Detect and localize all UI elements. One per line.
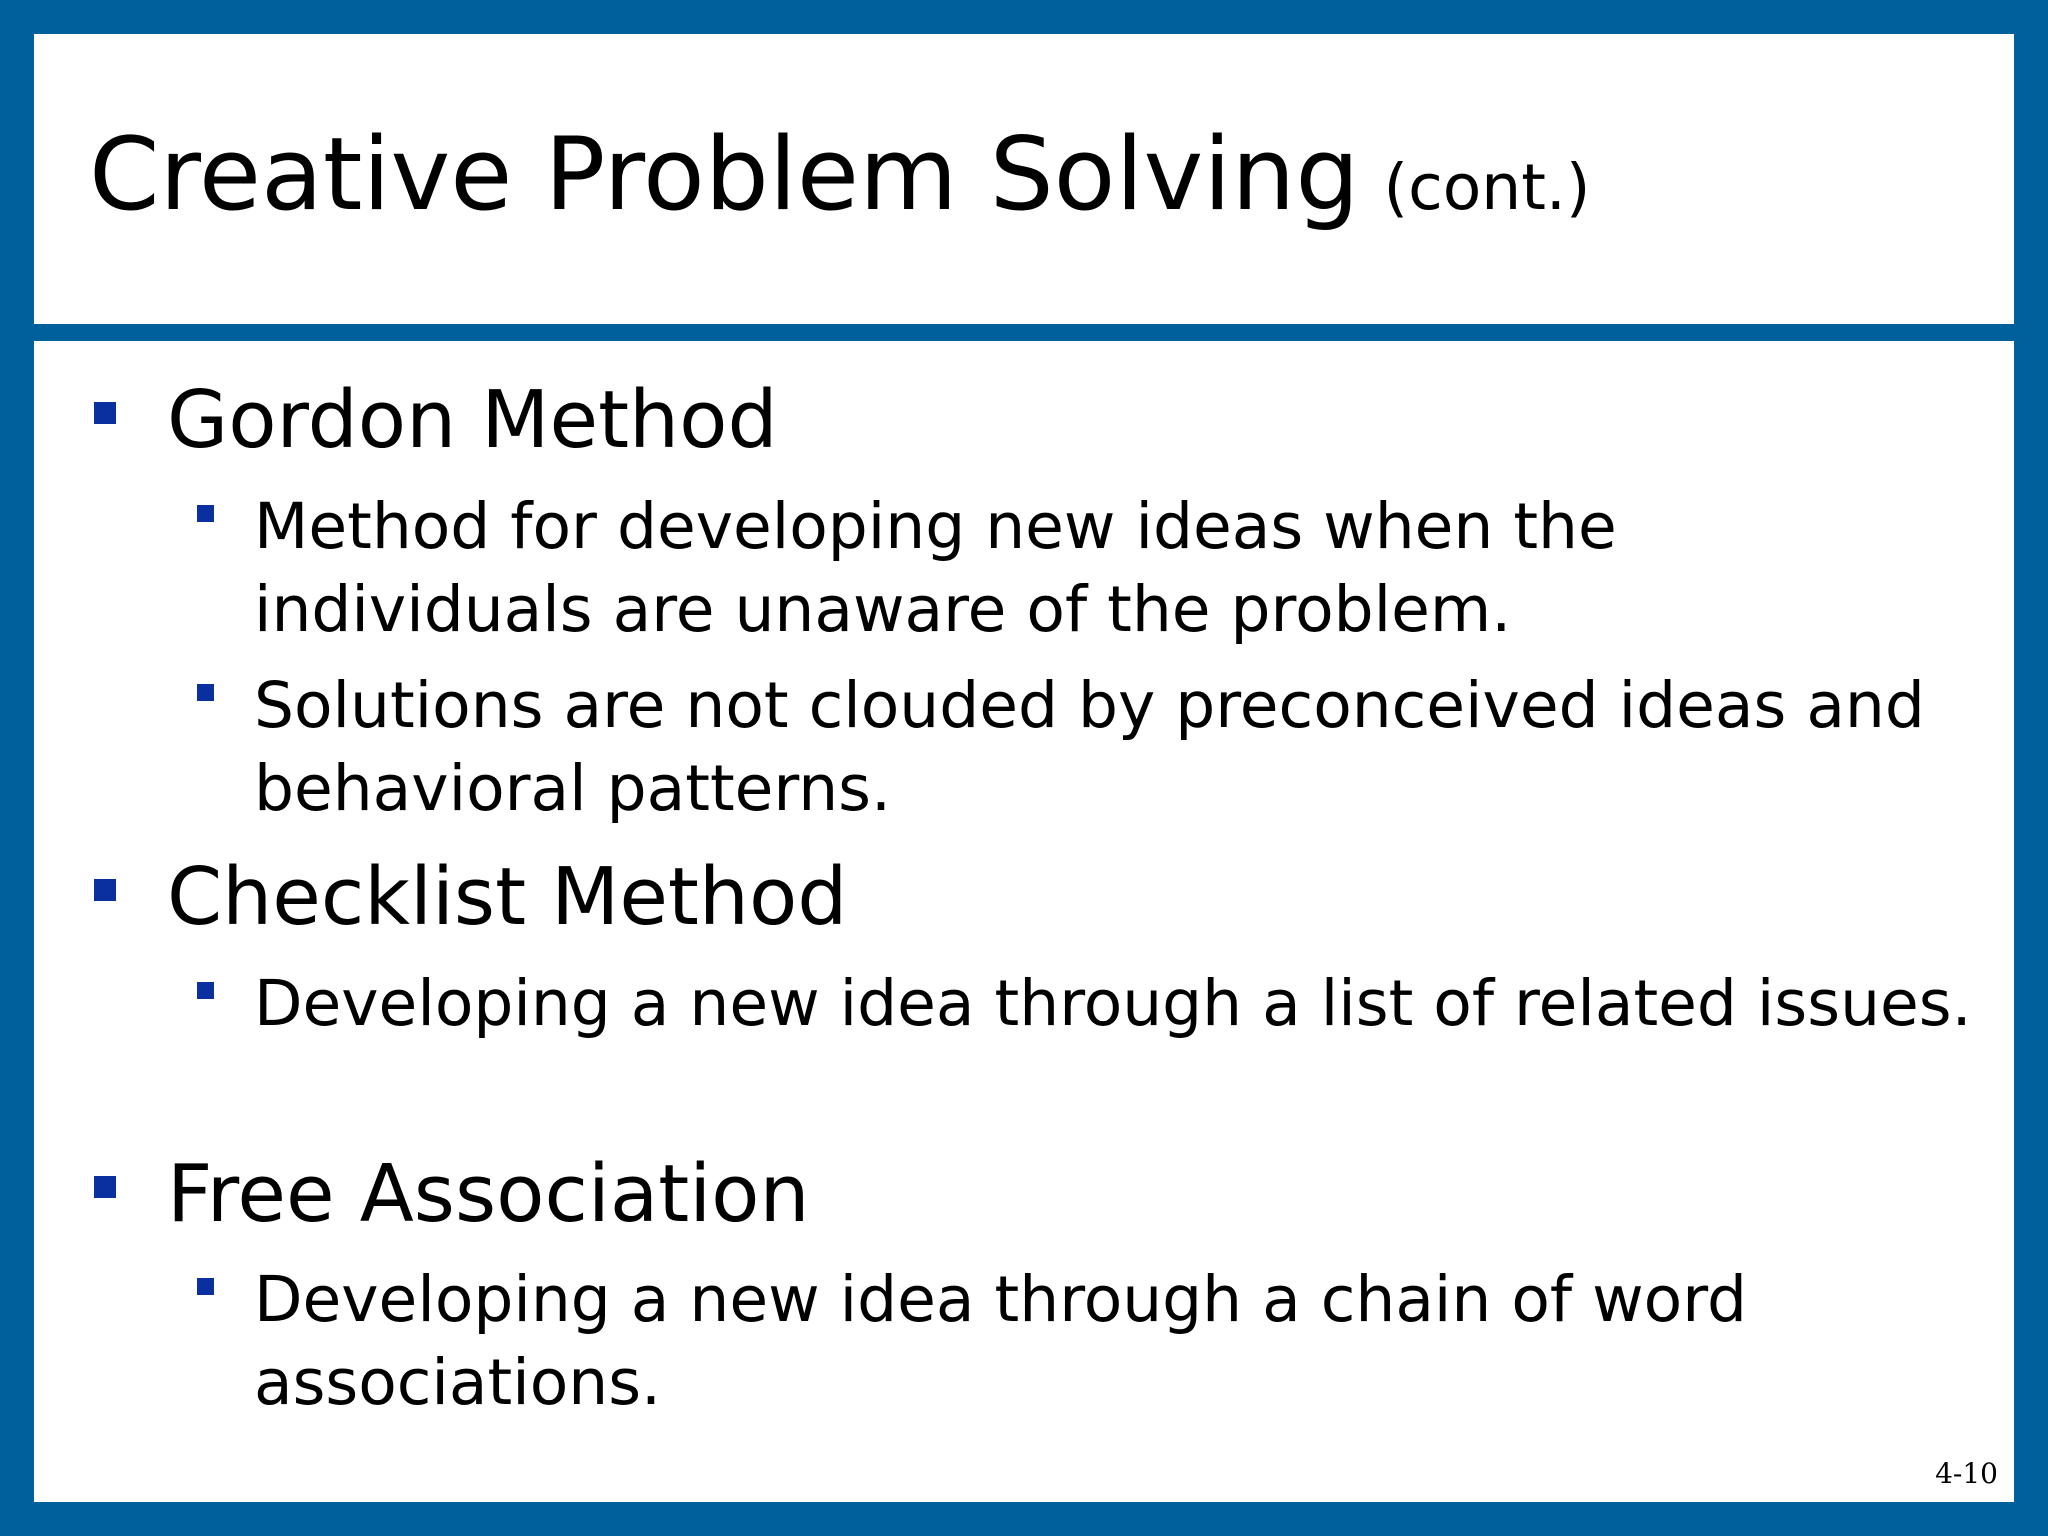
sub-bullet-text: Solutions are not clouded by preconceived ideas and behavioral patterns. [254, 669, 1925, 825]
bullet-text: Gordon Method [167, 374, 778, 466]
sub-bullet [197, 1258, 1974, 1424]
sub-bullet-square-icon [197, 505, 214, 522]
bullet-text: Checklist Method [167, 851, 848, 943]
sub-bullet [197, 485, 1974, 651]
sub-bullet [197, 962, 1974, 1045]
slide-number: 4-10 [1935, 1457, 1998, 1490]
frame-right-border [2014, 0, 2048, 1536]
sub-bullet-square-icon [197, 1278, 214, 1295]
bullet-text: Free Association [167, 1148, 810, 1240]
sub-bullet-text: Developing a new idea through a list of related issues. [254, 967, 1972, 1040]
sub-bullet [197, 664, 1974, 830]
bullet-square-icon [94, 879, 116, 901]
sub-bullet-square-icon [197, 982, 214, 999]
sub-bullet-text: Method for developing new ideas when the individuals are unaware of the problem. [254, 490, 1617, 646]
bullet-gordon-method [94, 374, 778, 466]
sub-bullet-text: Developing a new idea through a chain of word associations. [254, 1263, 1747, 1419]
bullet-checklist-method [94, 851, 848, 943]
slide-title-suffix: (cont.) [1383, 151, 1591, 224]
sub-bullet-square-icon [197, 684, 214, 701]
slide-title [89, 115, 1591, 233]
bullet-free-association [94, 1148, 810, 1240]
slide-title-main: Creative Problem Solving [89, 115, 1360, 233]
frame-top-border [0, 0, 2048, 34]
frame-left-border [0, 0, 34, 1536]
title-divider-bar [0, 324, 2048, 341]
frame-bottom-border [0, 1502, 2048, 1536]
bullet-square-icon [94, 402, 116, 424]
bullet-square-icon [94, 1176, 116, 1198]
